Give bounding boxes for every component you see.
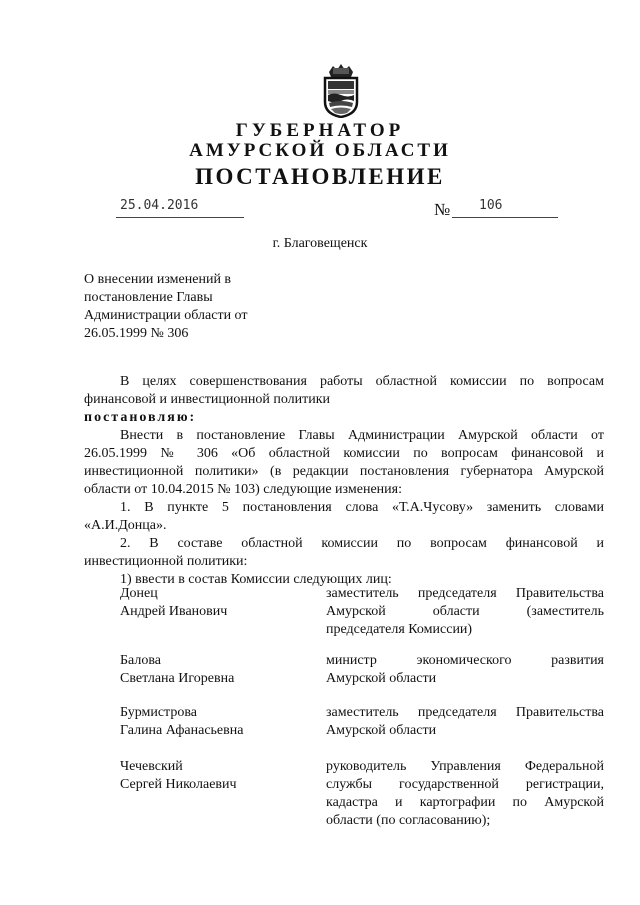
subject-line: постановление Главы	[84, 290, 213, 305]
document-subject	[84, 271, 304, 343]
position-line: Амурской области	[326, 723, 437, 738]
position-line: кадастра и картографии по Амурской	[326, 795, 604, 810]
paragraph-line: инвестиционной политики» (в редакции постановления губернатора Амурской	[84, 464, 604, 479]
subject-line: Администрации области от	[84, 308, 248, 323]
number-label: №	[434, 200, 451, 219]
item-2-line: инвестиционной политики:	[84, 554, 248, 569]
member-position	[326, 704, 604, 740]
position-line: министр экономического развития	[326, 653, 604, 668]
member-position	[326, 758, 604, 830]
paragraph-line: Внести в постановление Главы Администрации Амурской области от	[120, 428, 604, 443]
member-name	[120, 704, 320, 740]
member-given-name: Галина Афанасьевна	[120, 723, 244, 738]
item-2-line: 2. В составе областной комиссии по вопросам финансовой и	[120, 536, 604, 551]
member-given-name: Сергей Николаевич	[120, 777, 237, 792]
position-line: области (по согласованию);	[326, 813, 491, 828]
item-1-line: «А.И.Донца».	[84, 518, 167, 533]
document-number: 106	[479, 198, 503, 213]
position-line: председателя Комиссии)	[326, 622, 473, 637]
document-city: г. Благовещенск	[272, 236, 368, 251]
date-underline	[116, 217, 244, 218]
member-name	[120, 758, 320, 794]
member-surname: Чечевский	[120, 759, 183, 774]
document-type-title: ПОСТАНОВЛЕНИЕ	[195, 164, 445, 189]
document-body	[84, 373, 604, 589]
subject-line: 26.05.1999 № 306	[84, 326, 189, 341]
paragraph-line: 26.05.1999 № 306 «Об областной комиссии по вопросам финансовой и	[84, 446, 604, 461]
position-line: руководитель Управления Федеральной	[326, 759, 604, 774]
position-line: заместитель председателя Правительства	[326, 586, 604, 601]
intro-line: финансовой и инвестиционной политики	[84, 392, 331, 407]
header-title-region: АМУРСКОЙ ОБЛАСТИ	[189, 140, 451, 161]
number-underline	[452, 217, 558, 218]
position-line: Амурской области (заместитель	[326, 604, 604, 619]
header-title-governor: ГУБЕРНАТОР	[235, 120, 405, 141]
position-line: службы государственной регистрации,	[326, 777, 604, 792]
member-name	[120, 652, 320, 688]
member-surname: Донец	[120, 586, 158, 601]
member-given-name: Светлана Игоревна	[120, 671, 235, 686]
member-surname: Балова	[120, 653, 162, 668]
amur-region-coat-of-arms-icon	[319, 64, 363, 118]
subject-line: О внесении изменений в	[84, 272, 232, 287]
position-line: Амурской области	[326, 671, 437, 686]
item-1-line: 1. В пункте 5 постановления слова «Т.А.Чусову» заменить словами	[120, 500, 604, 515]
member-name	[120, 585, 320, 621]
member-position	[326, 652, 604, 688]
position-line: заместитель председателя Правительства	[326, 705, 604, 720]
subitem-1: 1) ввести в состав Комиссии следующих лиц:	[120, 572, 392, 587]
decree-word: постановляю:	[84, 410, 197, 425]
member-surname: Бурмистрова	[120, 705, 197, 720]
paragraph-line: области от 10.04.2015 № 103) следующие изменения:	[84, 482, 402, 497]
member-given-name: Андрей Иванович	[120, 604, 228, 619]
intro-line: В целях совершенствования работы областной комиссии по вопросам	[120, 374, 604, 389]
member-position	[326, 585, 604, 639]
document-date: 25.04.2016	[120, 198, 199, 213]
